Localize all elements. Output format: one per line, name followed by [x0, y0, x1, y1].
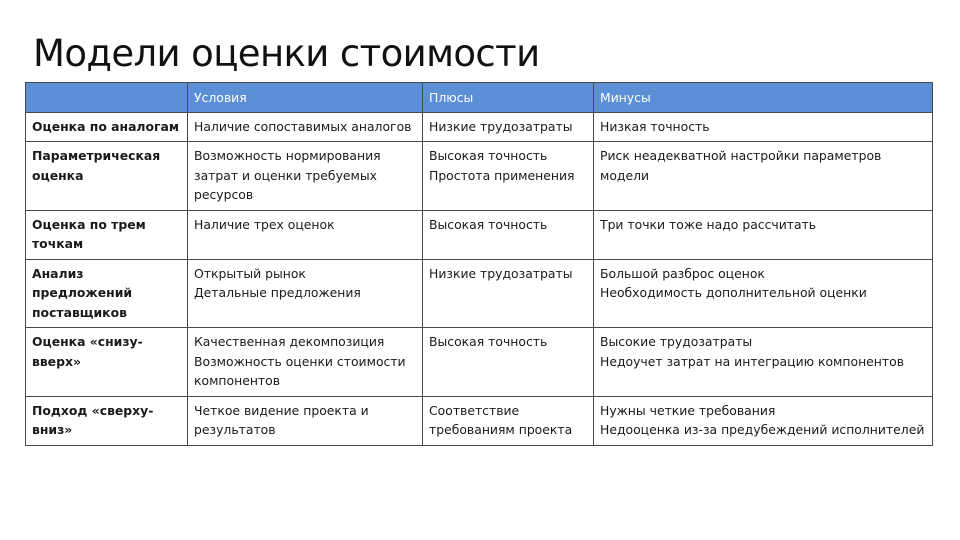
cons-cell — [594, 142, 933, 211]
pros-cell — [423, 396, 594, 445]
cons-line: Большой разброс оценок — [600, 265, 765, 281]
table-row — [26, 142, 933, 211]
method-cell: Подход «сверху-вниз» — [26, 396, 188, 445]
conditions-line: Четкое видение проекта и результатов — [194, 402, 369, 437]
pros-cell — [423, 328, 594, 397]
conditions-cell — [188, 142, 423, 211]
pros-line: Простота применения — [429, 167, 575, 183]
cons-line: Недоучет затрат на интеграцию компонентов — [600, 353, 905, 369]
cons-line: Недооценка из-за предубеждений исполнителей — [600, 422, 925, 437]
pros-line: Низкие трудозатраты — [429, 265, 573, 281]
header-conditions: Условия — [188, 83, 423, 113]
pros-cell — [423, 142, 594, 211]
pros-cell — [423, 210, 594, 259]
method-cell: Оценка по аналогам — [26, 112, 188, 142]
table-row — [26, 112, 933, 142]
table-row — [26, 328, 933, 397]
cons-line: Риск неадекватной настройки параметров модели — [600, 148, 882, 183]
conditions-line: Открытый рынок — [194, 265, 306, 281]
conditions-cell — [188, 112, 423, 142]
conditions-line: Наличие трех оценок — [194, 216, 335, 232]
cons-cell — [594, 328, 933, 397]
conditions-cell — [188, 328, 423, 397]
pros-line: Высокая точность — [429, 334, 548, 349]
pros-line: Высокая точность — [429, 148, 548, 163]
cons-line: Низкая точность — [600, 118, 710, 134]
method-cell: Параметрическая оценка — [26, 142, 188, 211]
header-pros: Плюсы — [423, 83, 594, 113]
conditions-cell — [188, 210, 423, 259]
page-title: Модели оценки стоимости — [33, 32, 540, 75]
pros-line: Высокая точность — [429, 216, 548, 232]
cons-cell — [594, 112, 933, 142]
cons-line: Три точки тоже надо рассчитать — [600, 216, 817, 232]
cons-line: Высокие трудозатраты — [600, 334, 753, 349]
table-row — [26, 259, 933, 328]
pros-line: Низкие трудозатраты — [429, 118, 573, 134]
table-row — [26, 210, 933, 259]
conditions-line: Наличие сопоставимых аналогов — [194, 118, 412, 134]
table-row — [26, 396, 933, 445]
pros-line: Соответствие требованиям проекта — [429, 402, 573, 437]
method-cell: Оценка «снизу-вверх» — [26, 328, 188, 397]
estimation-models-table — [25, 82, 933, 446]
header-cons: Минусы — [594, 83, 933, 113]
cons-cell — [594, 396, 933, 445]
conditions-line: Детальные предложения — [194, 285, 361, 300]
cons-line: Необходимость дополнительной оценки — [600, 285, 867, 300]
pros-cell — [423, 259, 594, 328]
header-method — [26, 83, 188, 113]
method-cell: Анализ предложений поставщиков — [26, 259, 188, 328]
cons-cell — [594, 259, 933, 328]
pros-cell — [423, 112, 594, 142]
conditions-line: Возможность оценки стоимости компонентов — [194, 353, 406, 388]
conditions-cell — [188, 259, 423, 328]
conditions-cell — [188, 396, 423, 445]
method-cell: Оценка по трем точкам — [26, 210, 188, 259]
conditions-line: Возможность нормирования затрат и оценки требуемых ресурсов — [194, 148, 381, 202]
cons-cell — [594, 210, 933, 259]
conditions-line: Качественная декомпозиция — [194, 334, 385, 349]
cons-line: Нужны четкие требования — [600, 402, 776, 418]
table-header-row — [26, 83, 933, 113]
